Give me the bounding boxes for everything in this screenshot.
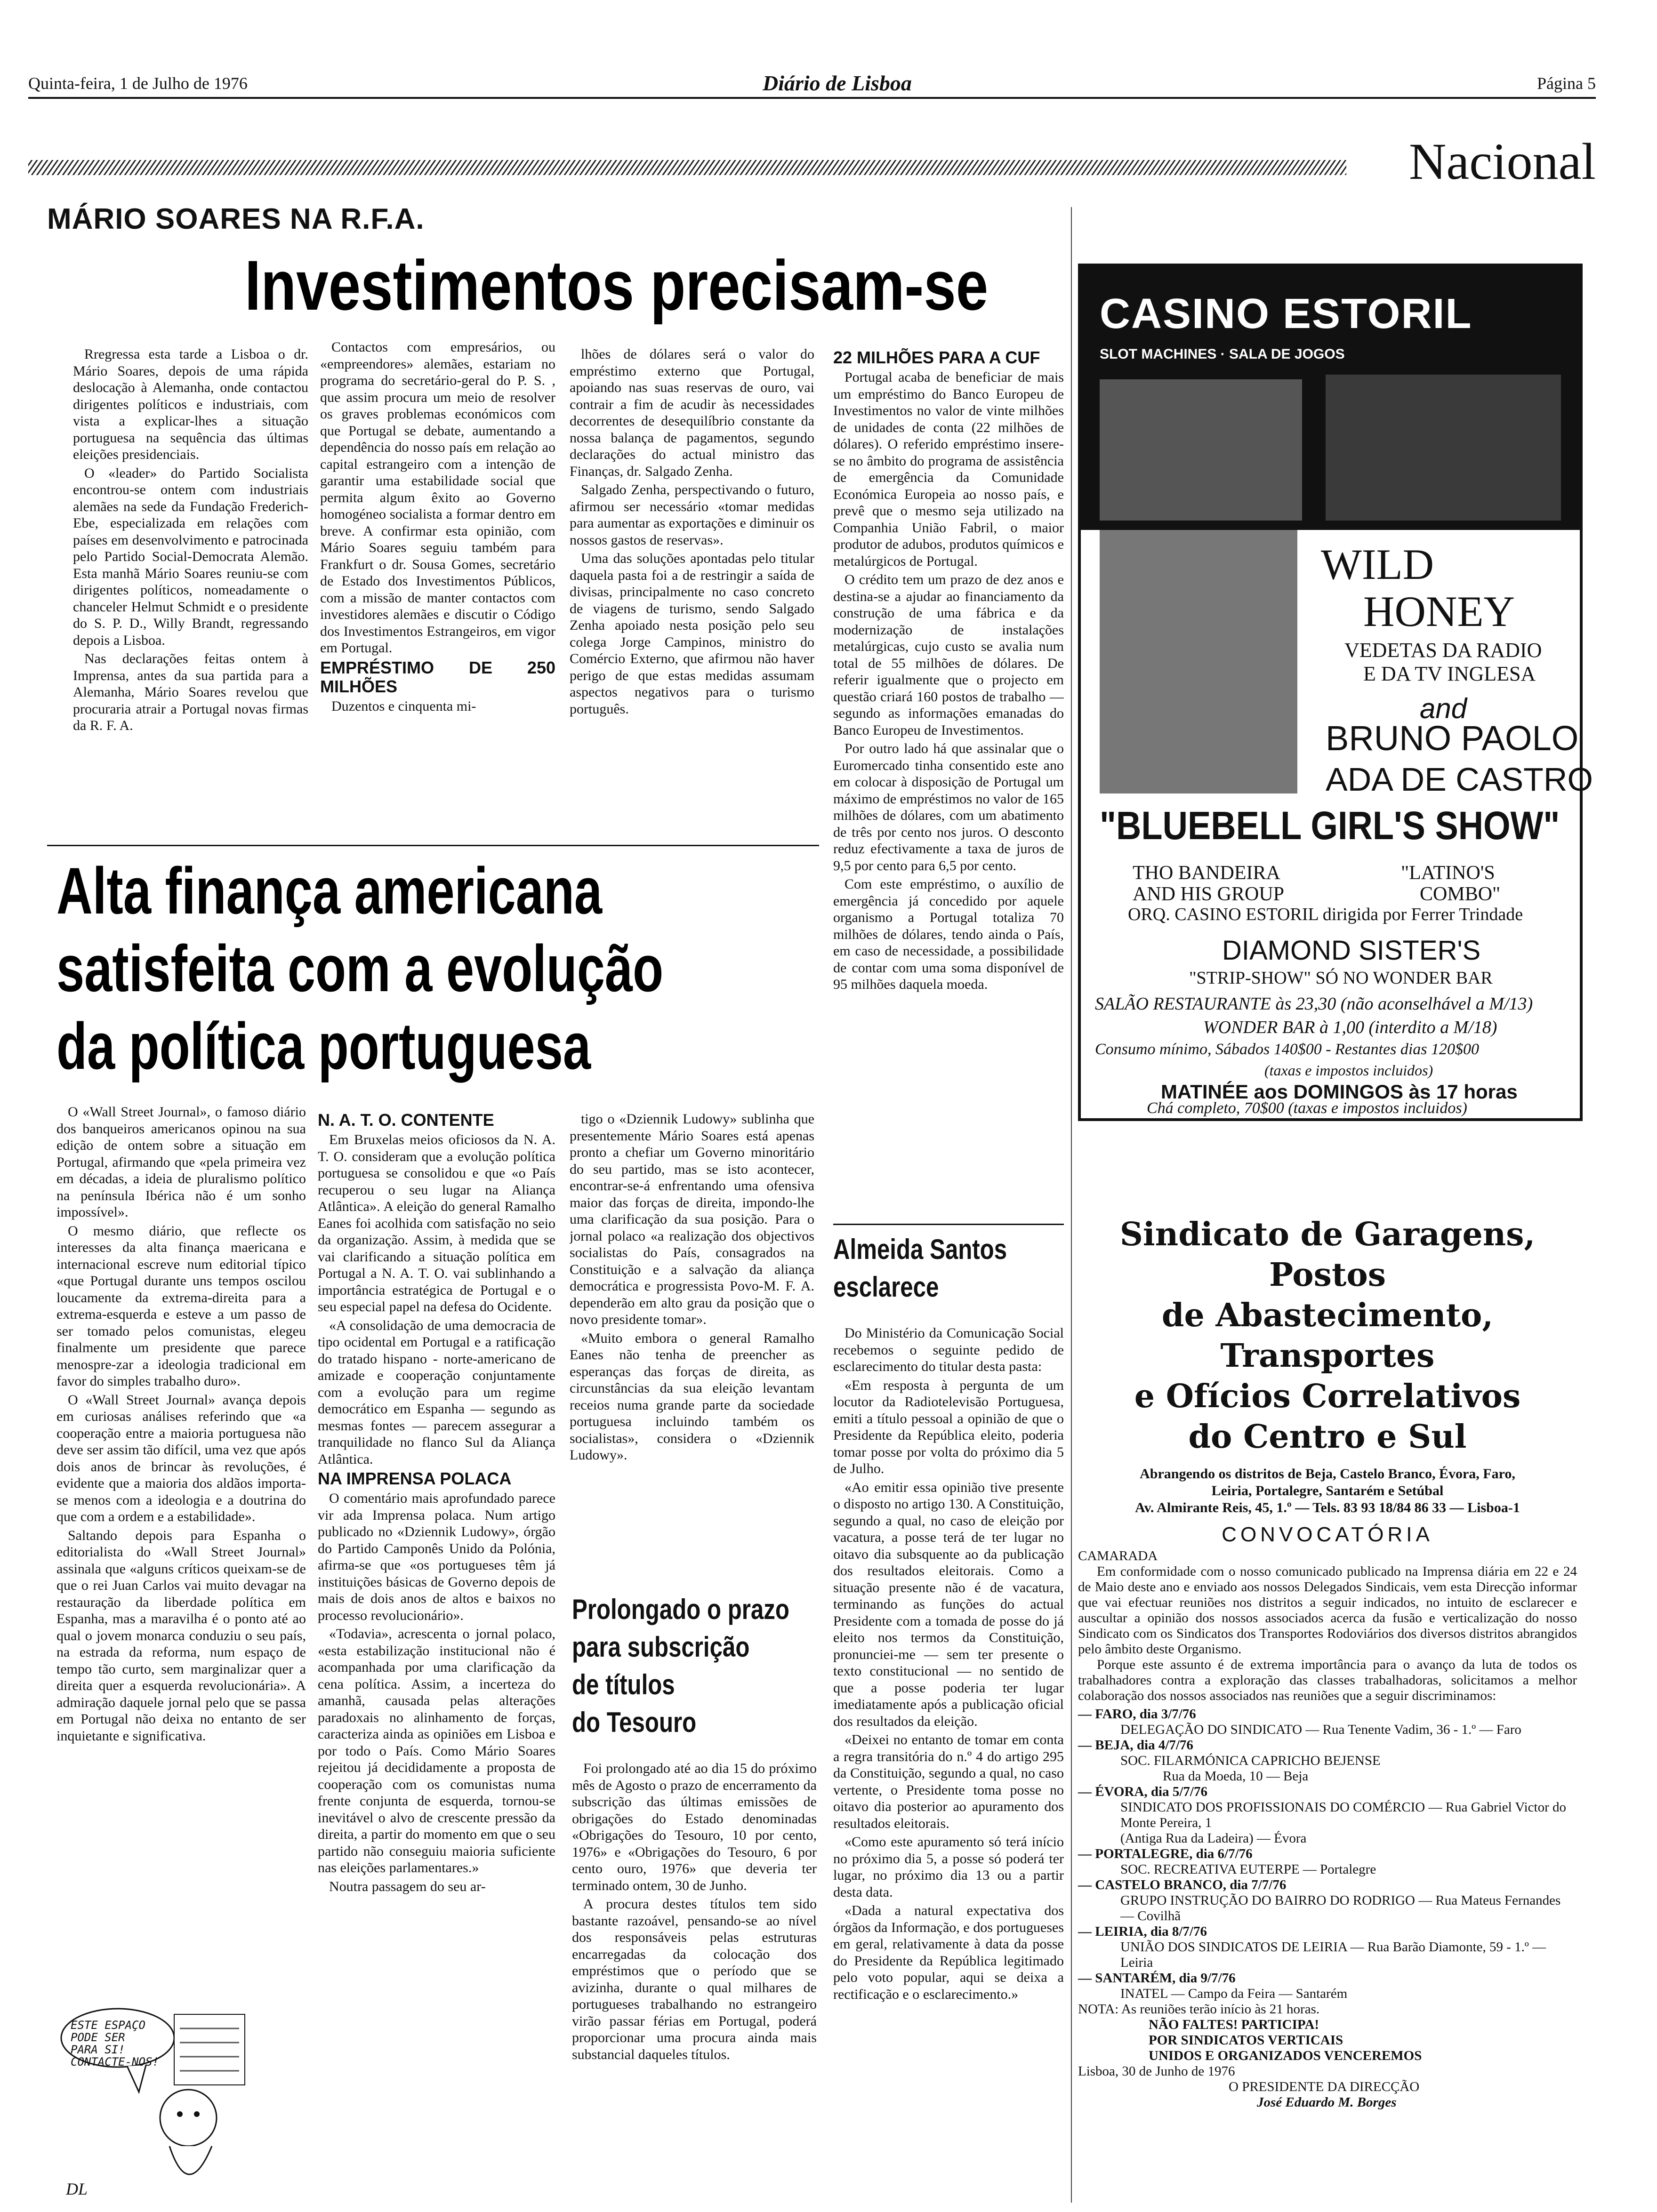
paragraph: O «leader» do Partido Socialista encontrou-se ontem com industriais alemães na sede da Fundação Frederich-Ebe, especializada em relações com países em desenvolvimento e patrocinada pelo Partido Social-Democrata Alemão. Esta manhã Mário Soares reuniu-se com dirigentes políticos, nomeadamente o chanceler Helmut Schmidt e o presidente do S. P. D., Willy Brandt, regressando depois a Lisboa.: [73, 465, 308, 648]
paragraph: lhões de dólares será o valor do empréstimo externo que Portugal, apoiando nas suas reservas de ouro, vai contrair a fim de acudir às necessidades decorrentes de desequilíbrio constante da nossa balança de pagamentos, segundo declarações do actual ministro das Finanças, dr. Salgado Zenha.: [570, 346, 814, 479]
article2-col3: [570, 1111, 814, 1563]
act-tv: E DA TV INGLESA: [1363, 662, 1536, 685]
meeting-date: — SANTARÉM, dia 9/7/76: [1078, 1971, 1236, 1986]
subhead-nato: N. A. T. O. CONTENTE: [318, 1111, 494, 1130]
paragraph: Uma das soluções apontadas pelo titular daquela pasta foi a de restringir a saída de divisas, principalmente no caso concreto de viagens de turismo, sendo Salgado Zenha apoiado nesta posição pelo seu colega Jorge Campinos, ministro do Comércio Externo, que afirmou não haver perigo de que estas medidas assumam aspectos negativos para o turismo português.: [570, 551, 814, 717]
act-vedetas: VEDETAS DA RADIO: [1344, 639, 1542, 662]
paragraph: Com este empréstimo, o auxílio de emergência já concedido por aquele organismo a Portugal totaliza 70 milhões de dólares, tendo ainda o País, em caso de necessidade, a possibilidade de contar com uma soma disponível de 95 milhões daquela moeda.: [833, 876, 1064, 992]
meeting-date: — CASTELO BRANCO, dia 7/7/76: [1078, 1877, 1287, 1892]
sindicato-address: Av. Almirante Reis, 45, 1.º — Tels. 83 93 18/84 86 33 — Lisboa-1: [1135, 1500, 1520, 1515]
paragraph: Por outro lado há que assinalar que o Euromercado tinha consentido este ano em colocar à disposição de Portugal um máximo de empréstimos no valor de 165 milhões de dólares, com um abatimento de três por cento nos juros. O desconto reduz efectivamente a taxa de juros de 9,5 por cento para 6,5 por cento.: [833, 741, 1064, 874]
paragraph: Saltando depois para Espanha o editorialista do «Wall Street Journal» assinala que «alguns críticos queixam-se de que o rei Juan Carlos vai muito devagar na restauração da liberdade política em Espanha, mas a maravilha é o ponto até ao qual o jovem monarca conduziu o seu país, na estrada da reforma, num espaço de tempo tão curto, sem marginalizar quer a direita quer a esquerda revolucionária». A admiração daquele jornal pelo que se passa em Portugal não deixa no entanto de ser inquietante e significativa.: [56, 1527, 306, 1744]
info-matinee: MATINÉE aos DOMINGOS às 17 horas: [1161, 1081, 1518, 1103]
meeting-venue: DELEGAÇÃO DO SINDICATO — Rua Tenente Vadim, 36 - 1.º — Faro: [1120, 1722, 1521, 1737]
meeting-venue: SOC. RECREATIVA EUTERPE — Portalegre: [1120, 1862, 1376, 1877]
article2-col2: [318, 1111, 555, 2205]
masthead: [28, 71, 1596, 99]
speech-bubble-text: [71, 2019, 159, 2068]
paragraph: «Dada a natural expectativa dos órgãos da Informação, e dos portugueses em geral, relativamente à data da posse do Presidente da República legitimado pelo voto popular, aqui se deixa a rectificação e o esclarecimento.»: [833, 1903, 1064, 2002]
casino-estoril-ad: [1078, 264, 1593, 1121]
meeting-item: [1078, 1877, 1577, 1924]
paragraph: O comentário mais aprofundado parece vir ada Imprensa polaca. Num artigo publicado no «Dziennik Ludowy», órgão do Partido Camponês Unido da Polónia, afirma-se que «os portugueses têm já instituições básicas de Governo depois de mais de dois anos de altos e baixos no processo revolucionário».: [318, 1491, 555, 1623]
article1-col2: [320, 339, 555, 838]
paragraph: «A consolidação de uma democracia de tipo ocidental em Portugal e a ratificação do tratado hispano - norte-americano de amizade e cooperação conjuntamente com a evolução para um regime democrático em Espanha — segundo as mesmas fontes — parecem assegurar a tranquilidade no flanco Sul da Aliança Atlântica.: [318, 1317, 555, 1467]
article-divider: [833, 1224, 1064, 1225]
meeting-item: [1078, 1707, 1577, 1738]
article4-headline: [833, 1231, 1007, 1306]
character-eye: [194, 2111, 200, 2117]
sindicato-notice: [1078, 1214, 1577, 2203]
paragraph: Duzentos e cinquenta mi-: [331, 698, 476, 714]
paragraph: tigo o «Dziennik Ludowy» sublinha que presentemente Mário Soares está apenas pronto a chefiar um Governo minoritário do seu partido, mas se isto acontecer, encontrar-se-á enfrentando uma ofensiva maior das forças de direita, impondo-lhe uma clarificação da sua posição. Para o jornal polaco «a realização dos objectivos socialistas do País, consagrados na Constituição e a salvação da aliança democrática e progressista Povo-M. F. A. dependerão em alto grau da posição que o novo presidente tomar».: [570, 1111, 814, 1327]
info-taxas: (taxas e impostos incluidos): [1264, 1062, 1433, 1079]
speech-bubble-tail: [127, 2065, 146, 2092]
advertising-cartoon: [56, 2005, 254, 2203]
headline-line: do Tesouro: [572, 1707, 697, 1738]
title-line: do Centro e Sul: [1188, 1418, 1467, 1456]
issue-date: Quinta-feira, 1 de Julho de 1976: [28, 74, 248, 93]
act-bluebell: "BLUEBELL GIRL'S SHOW": [1100, 803, 1560, 848]
paragraph: Portugal acaba de beneficiar de mais um empréstimo do Banco Europeu de Investimentos no valor de vinte milhões de unidades de conta (22 milhões de dólares). O referido empréstimo insere-se no âmbito do programa de assistência de emergência da Comunidade Económica Europeia ao nosso país, e prevê que o mesmo seja utilizado na Companhia União Fabril, o maior produtor de adubos, produtos químicos e metalúrgicos de Portugal.: [833, 369, 1064, 569]
meeting-venue: SINDICATO DOS PROFISSIONAIS DO COMÉRCIO — Rua Gabriel Victor do Monte Pereira, 1: [1120, 1800, 1566, 1830]
convocatoria-heading: CONVOCATÓRIA: [1222, 1523, 1433, 1546]
article1-col4: [833, 348, 1064, 1219]
headline-line: para subscrição: [572, 1631, 750, 1663]
article2-col1: [56, 1104, 306, 2005]
headline-line: Almeida Santos: [833, 1234, 1007, 1265]
sindicato-districts: Abrangendo os distritos de Beja, Castelo Branco, Évora, Faro,: [1140, 1466, 1515, 1482]
article3-headline: [572, 1591, 789, 1741]
act-tho-1: THO BANDEIRA: [1133, 862, 1280, 884]
act-strip: "STRIP-SHOW" SÓ NO WONDER BAR: [1189, 968, 1493, 988]
nota: NOTA: As reuniões terão início às 21 horas.: [1078, 2002, 1320, 2017]
paragraph: O mesmo diário, que reflecte os interesses da alta finança maericana e internacional escreve num editorial típico «que Portugal durante uns tempos oscilou loucamente da extrema-direita para a extrema-esquerda e esteve a um passo de ser tomado pelos comunistas, elegeu finalmente um presidente que parece menospre-zar a ideologia tradicional em favor do simples trabalho duro».: [56, 1223, 306, 1389]
meeting-item: [1078, 1971, 1577, 2002]
casino-logo: CASINO ESTORIL: [1100, 290, 1472, 337]
character-head: [160, 2090, 217, 2146]
meeting-item: [1078, 1738, 1577, 1784]
article1-headline: Investimentos precisam-se: [245, 246, 989, 325]
meeting-venue: INATEL — Campo da Feira — Santarém: [1120, 1986, 1348, 2001]
meeting-item: [1078, 1924, 1577, 1971]
meeting-item: [1078, 1784, 1577, 1846]
act-latinos-1: "LATINO'S: [1401, 862, 1495, 884]
act-and: and: [1420, 693, 1467, 724]
meeting-date: — FARO, dia 3/7/76: [1078, 1707, 1196, 1722]
meeting-date: — BEJA, dia 4/7/76: [1078, 1738, 1193, 1753]
meeting-venue: GRUPO INSTRUÇÃO DO BAIRRO DO RODRIGO — Rua Mateus Fernandes — Covilhã: [1120, 1893, 1561, 1923]
subhead-emprestimo: EMPRÉSTIMO DE 250 MILHÕES: [320, 657, 555, 696]
paragraph: «Deixei no entanto de tomar em conta a regra transitória do n.º 4 do artigo 295 da Constituição, segundo a qual, no caso vertente, o Presidente toma posse no oitavo dia posterior ao apuramento dos resultados eleitorais.: [833, 1732, 1064, 1831]
slogan-3: UNIDOS E ORGANIZADOS VENCEREMOS: [1149, 2048, 1422, 2063]
paragraph: Noutra passagem do seu ar-: [329, 1878, 486, 1894]
act-tho-2: AND HIS GROUP: [1133, 883, 1285, 905]
hatch-rule: [28, 160, 1346, 175]
camarada: CAMARADA: [1078, 1548, 1158, 1563]
act-orquestra: ORQ. CASINO ESTORIL dirigida por Ferrer Trindade: [1128, 905, 1523, 924]
paragraph: Em Bruxelas meios oficiosos da N. A. T. O. consideram que a evolução política portuguesa se consolidou e que «o País recuperou o seu lugar na Aliança Atlântica». A eleição do general Ramalho Eanes foi acolhida com satisfação no seio da organização. Assim, à medida que se vai clarificando a situação política em Portugal a N. A. T. O. vai sublinhando a importância estratégica de Portugal e o seu especial papel na defesa do Ocidente.: [318, 1132, 555, 1314]
bubble-line: PARA SI!: [71, 2043, 125, 2056]
cartoonist-signature: DL: [66, 2180, 88, 2198]
signer-name: José Eduardo M. Borges: [1257, 2095, 1397, 2110]
paragraph: Foi prolongado até ao dia 15 do próximo mês de Agosto o prazo de encerramento da subscrição das últimas emissões de obrigações do Estado denominadas «Obrigações do Tesouro, 10 por cento, 1976» e «Obrigações do Tesouro, 6 por cento ouro, 1976» que deveria ter terminado ontem, 30 de Junho.: [572, 1761, 817, 1893]
article3-body: [572, 1760, 817, 2203]
title-line: e Ofícios Correlativos: [1134, 1378, 1521, 1415]
headline-line: satisfeita com a evolução: [56, 931, 664, 1005]
paragraph: O «Wall Street Journal» avança depois em curiosas análises referindo que «a cooperação entre a maioria portuguesa não deve ser assim tão difícil, uma vez que após dois anos de brincar às revoluções, é evidente que a maioria dos aldãos importa-se menos com a ideologia e a doutrina do que com a ordem e a estabilidade».: [56, 1392, 306, 1524]
act-bruno: BRUNO PAOLO: [1326, 719, 1579, 758]
slogan-1: NÃO FALTES! PARTICIPA!: [1149, 2017, 1319, 2032]
slogan-2: POR SINDICATOS VERTICAIS: [1149, 2033, 1343, 2048]
info-consumo: Consumo mínimo, Sábados 140$00 - Restantes dias 120$00: [1095, 1041, 1479, 1058]
meeting-item: [1078, 1846, 1577, 1877]
article4-body: [833, 1325, 1064, 2205]
paragraph: Do Ministério da Comunicação Social recebemos o seguinte pedido de esclarecimento do titular desta pasta:: [833, 1325, 1064, 1374]
newspaper-name: Diário de Lisboa: [763, 71, 912, 95]
headline-line: esclarece: [833, 1271, 939, 1303]
sindicato-intro: Em conformidade com o nosso comunicado publicado na Imprensa diária em 22 e 24 de Maio deste ano e enviado aos nossos Delegados Sindicais, vem esta Direcção informar que vai efectuar reuniões nos distritos a seguir indicados, no intuito de esclarecer e auscultar a opinião dos nossos associados acerca da fusão e verticalização do nosso Sindicato com os Sindicatos dos Transportes Rodoviários dos diversos distritos abrangidos pelo âmbito deste Organismo.: [1078, 1564, 1577, 1657]
meeting-date: — ÉVORA, dia 5/7/76: [1078, 1784, 1207, 1799]
paragraph: «Em resposta à pergunta de um locutor da Radiotelevisão Portuguesa, emiti a título pessoal a opinião de que o Presidente da República eleito, poderia tomar posse por volta do próximo dia 5 de Julho.: [833, 1377, 1064, 1476]
meeting-list: [1078, 1707, 1577, 2002]
headline-line: Alta finança americana: [56, 854, 603, 928]
paragraph: O «Wall Street Journal», o famoso diário dos banqueiros americanos opinou na sua edição de ontem sobre a situação em Portugal, afirmando que «pela primeira vez em décadas, a ideia de pluralismo político na península Ibérica não é um sonho impossível».: [56, 1104, 306, 1220]
meeting-venue: UNIÃO DOS SINDICATOS DE LEIRIA — Rua Barão Diamonte, 59 - 1.º — Leiria: [1120, 1940, 1546, 1970]
headline-line: da política portuguesa: [56, 1009, 591, 1083]
paragraph: «Muito embora o general Ramalho Eanes não tenha de preencher as esperanças das forças de direita, as circunstâncias da sua eleição levantam receios numa grande parte da sociedade portuguesa incluindo também os socialistas», considera o «Dziennik Ludowy».: [570, 1330, 814, 1463]
headline-line: Prolongado o prazo: [572, 1594, 789, 1625]
info-salao: SALÃO RESTAURANTE às 23,30 (não aconselhável a M/13): [1095, 994, 1533, 1014]
bubble-line: PODE SER: [71, 2031, 125, 2044]
meeting-venue: SOC. FILARMÓNICA CAPRICHO BEJENSE: [1120, 1753, 1381, 1768]
showgirls-photo: [1100, 379, 1302, 521]
bubble-line: CONTACTE-NOS!: [71, 2055, 159, 2068]
paragraph: A procura destes títulos tem sido bastante razoável, pensando-se ao nível dos responsáveis pelas estruturas encarregadas da colocação dos empréstimos que o período que se avizinha, durante o qual milhares de portugueses trabalhando no estrangeiro virão passar férias em Portugal, poderá proporcionar uma procura ainda mais substancial daqueles títulos.: [572, 1896, 817, 2062]
section-band: [28, 132, 1596, 193]
paragraph: Contactos com empresários, ou «empreendores» alemães, estariam no programa do secretário-geral do P. S. , que assim procura um meio de resolver os graves problemas económicos com que Portugal se debate, aumentando a dependência do nosso país em relação ao capital estrangeiro com a intenção de garantir uma estabilidade social que permita algum êxito ao Governo homogéneo socialista a formar dentro em breve. A confirmar esta opinião, com Mário Soares seguiu também para Frankfurt o dr. Sousa Gomes, secretário de Estado dos Investimentos Públicos, com a missão de manter contactos com investidores alemães e discutir o Código dos Investimentos Estrangeiros, em vigor em Portugal.: [320, 339, 555, 656]
info-wonder: WONDER BAR à 1,00 (interdito a M/18): [1203, 1018, 1497, 1037]
paragraph: Rregressa esta tarde a Lisboa o dr. Mário Soares, depois de uma rápida deslocação à Alemanha, onde contactou dirigentes políticos e industriais, com vista a explicar-lhes a situação portuguesa na sequência das últimas eleições presidenciais.: [73, 346, 308, 462]
paragraph: Nas declarações feitas ontem à Imprensa, antes da sua partida para a Alemanha, Mário Soares revelou que procuraria atrair a Portugal novas firmas da R. F. A.: [73, 651, 308, 733]
act-honey: HONEY: [1363, 587, 1515, 635]
performers-photo: [1326, 375, 1561, 521]
bubble-line: ESTE ESPAÇO: [71, 2019, 145, 2032]
article2-headline: [56, 852, 663, 1085]
newspaper-sheet: [174, 2014, 245, 2085]
act-latinos-2: COMBO": [1420, 883, 1501, 905]
act-ada: ADA DE CASTRO: [1326, 761, 1593, 798]
column-rule: [1071, 207, 1072, 2203]
meeting-date: — LEIRIA, dia 8/7/76: [1078, 1924, 1207, 1939]
paragraph: «Ao emitir essa opinião tive presente o disposto no artigo 130. A Constituição, segundo a qual, no caso de eleição por vacatura, a posse terá de ter lugar no oitavo dia subsquente ao da publicação dos resultados eleitorais. Como a situação presente não é de vacatura, terminando as funções do actual Presidente com a tomada de posse do já eleito nos termos da Constituição, pronunciei-me — sem ter presente o texto constitucional — no sentido de que a posse poderia ter lugar imediatamente após a publicação oficial dos resultados da eleição.: [833, 1479, 1064, 1729]
paragraph: Salgado Zenha, perspectivando o futuro, afirmou ser necessário «tomar medidas para aumentar as exportações e diminuir os nossos gastos de reservas».: [570, 482, 814, 548]
title-line: Sindicato de Garagens, Postos: [1119, 1216, 1536, 1294]
meeting-date: — PORTALEGRE, dia 6/7/76: [1078, 1846, 1253, 1861]
character-body: [169, 2146, 212, 2174]
casino-subtitle: SLOT MACHINES · SALA DE JOGOS: [1100, 346, 1345, 362]
notice-date: Lisboa, 30 de Junho de 1976: [1078, 2064, 1235, 2079]
subhead-cuf: 22 MILHÕES PARA A CUF: [833, 348, 1040, 367]
page-number: Página 5: [1537, 74, 1596, 93]
paragraph: O crédito tem um prazo de dez anos e destina-se a ajudar ao financiamento da construção de uma fábrica e da modernização de instalações metalúrgicas, cujo custo se avalia num total de 55 milhões de dólares. De referir igualmente que o projecto em questão criará 160 postos de trabalho — segundo as informações emanadas do Banco Europeu de Investimentos.: [833, 572, 1064, 738]
paragraph: «Todavia», acrescenta o jornal polaco, «esta estabilização institucional não é acompanhada por uma clarificação da cena política. Assim, a incerteza do amanhã, causada pelas alterações paradoxais no alinhamento de forças, caracteriza ainda as opiniões em Lisboa e por todo o País. Como Mário Soares rejeitou já decididamente a proposta de cooperação com os comunistas numa frente conjunta de esquerda, tornou-se inevitável o alvo de crescente pressão da direita, a partir do momento em que o seu partido não conseguiu maioria suficiente nas eleições parlamentares.»: [318, 1626, 555, 1875]
act-diamond: DIAMOND SISTER'S: [1222, 935, 1481, 966]
sindicato-intro-2: Porque este assunto é de extrema importância para o avanço da luta de todos os trabalhadores contra a exploração das classes trabalhadoras, solicitamos a melhor colaboração dos nossos associados nas reuniões que a seguir discriminamos:: [1078, 1657, 1577, 1703]
article1-kicker: MÁRIO SOARES NA R.F.A.: [47, 203, 425, 235]
meeting-address: Rua da Moeda, 10 — Beja: [1163, 1769, 1309, 1784]
title-line: de Abastecimento, Transportes: [1161, 1297, 1494, 1375]
headline-line: de títulos: [572, 1669, 675, 1700]
sindicato-districts-2: Leiria, Portalegre, Santarém e Setúbal: [1211, 1483, 1444, 1499]
dancers-photo: [1100, 530, 1297, 793]
article1-col1: [73, 346, 308, 838]
meeting-address: (Antiga Rua da Ladeira) — Évora: [1120, 1831, 1307, 1846]
paragraph: «Como este apuramento só terá início no próximo dia 5, a posse só poderá ter lugar, no próximo dia 13 ou a partir desta data.: [833, 1834, 1064, 1900]
info-cha: Chá completo, 70$00 (taxas e impostos incluidos): [1147, 1099, 1467, 1117]
article1-col3: [570, 346, 814, 838]
article-divider: [47, 845, 819, 846]
sindicato-title: [1078, 1214, 1577, 1457]
subhead-imprensa-polaca: NA IMPRENSA POLACA: [318, 1469, 512, 1488]
character-eye: [177, 2111, 183, 2117]
masthead-rule: [28, 97, 1596, 99]
signer-title: O PRESIDENTE DA DIRECÇÃO: [1229, 2079, 1420, 2094]
casino-ad-photo-band: [1081, 266, 1580, 530]
act-wild: WILD: [1321, 540, 1434, 588]
section-title: Nacional: [1408, 133, 1596, 190]
